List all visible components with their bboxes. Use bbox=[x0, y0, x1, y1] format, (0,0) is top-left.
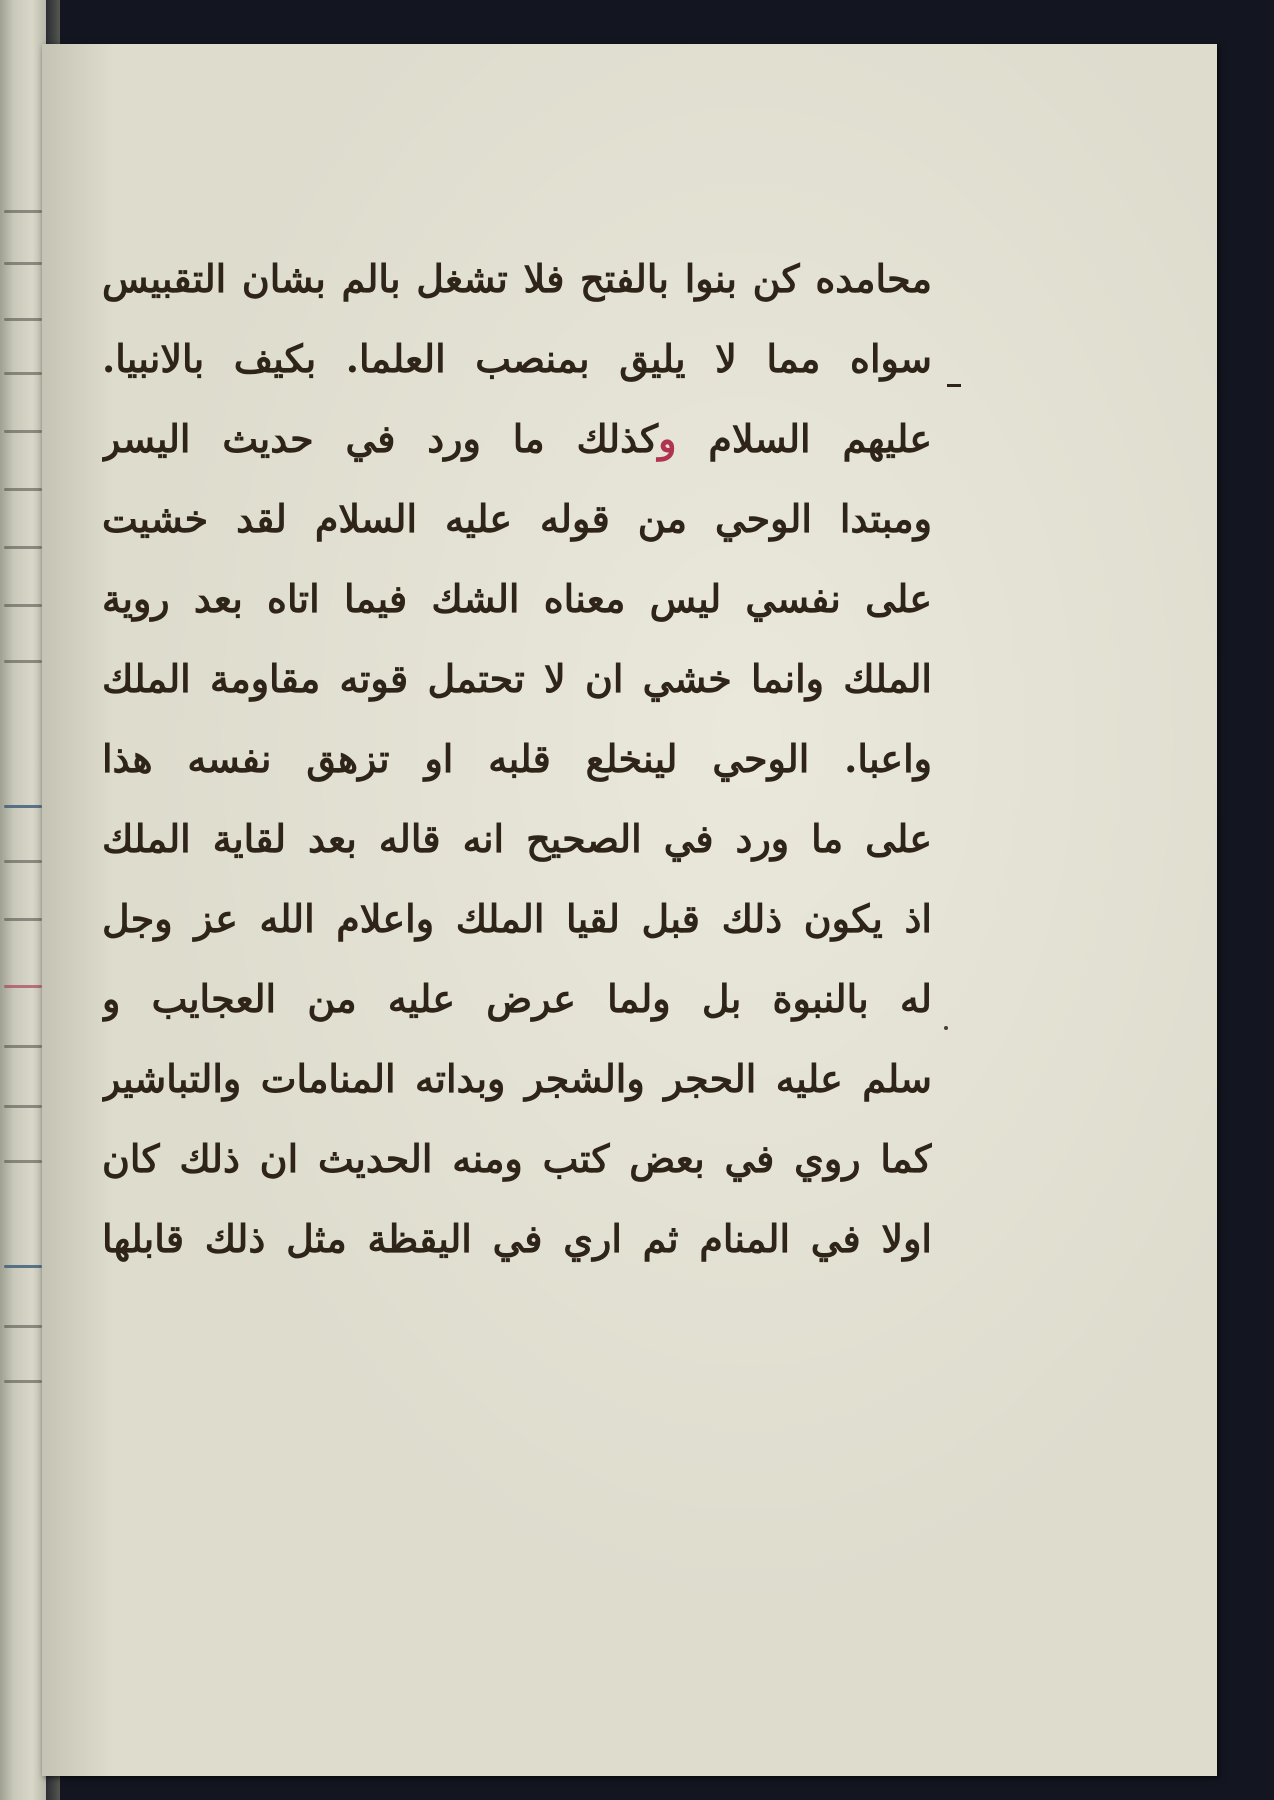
text-line-4: ومبتدا الوحي من قوله عليه السلام لقد خشيت bbox=[102, 496, 932, 541]
text-line-6: الملك وانما خشي ان لا تحتمل قوته مقاومة الملك bbox=[102, 656, 932, 701]
text-line-1: محامده كن بنوا بالفتح فلا تشغل بالم بشان التقبيس bbox=[102, 256, 932, 301]
text-line-3-start: عليهم السلام bbox=[708, 416, 932, 461]
manuscript-page bbox=[42, 44, 1217, 1776]
text-line-13: اولا في المنام ثم اري في اليقظة مثل ذلك قابلها bbox=[102, 1216, 932, 1261]
text-line-12: كما روي في بعض كتب ومنه الحديث ان ذلك كان bbox=[102, 1136, 932, 1181]
text-line-2: سواه مما لا يليق بمنصب العلما. بكيف بالانبيا. bbox=[102, 336, 932, 381]
text-line-5: على نفسي ليس معناه الشك فيما اتاه بعد روية bbox=[102, 576, 932, 621]
text-line-8: على ما ورد في الصحيح انه قاله بعد لقاية الملك bbox=[102, 816, 932, 861]
margin-mark bbox=[947, 384, 961, 387]
text-line-10: له بالنبوة بل ولما عرض عليه من العجايب و bbox=[102, 976, 932, 1021]
margin-dot bbox=[944, 1026, 948, 1030]
text-line-11: سلم عليه الحجر والشجر وبداته المنامات والتباشير bbox=[102, 1056, 932, 1101]
previous-leaf-edge bbox=[0, 0, 46, 1800]
manuscript-text-block bbox=[102, 239, 932, 1279]
text-line-3 bbox=[102, 399, 932, 479]
text-line-7: واعبا. الوحي لينخلع قلبه او تزهق نفسه هذا bbox=[102, 736, 932, 781]
text-line-9: اذ يكون ذلك قبل لقيا الملك واعلام الله عز وجل bbox=[102, 896, 932, 941]
rubric-word: و bbox=[658, 416, 677, 461]
text-line-3-end: كذلك ما ورد في حديث اليسر bbox=[102, 416, 659, 461]
